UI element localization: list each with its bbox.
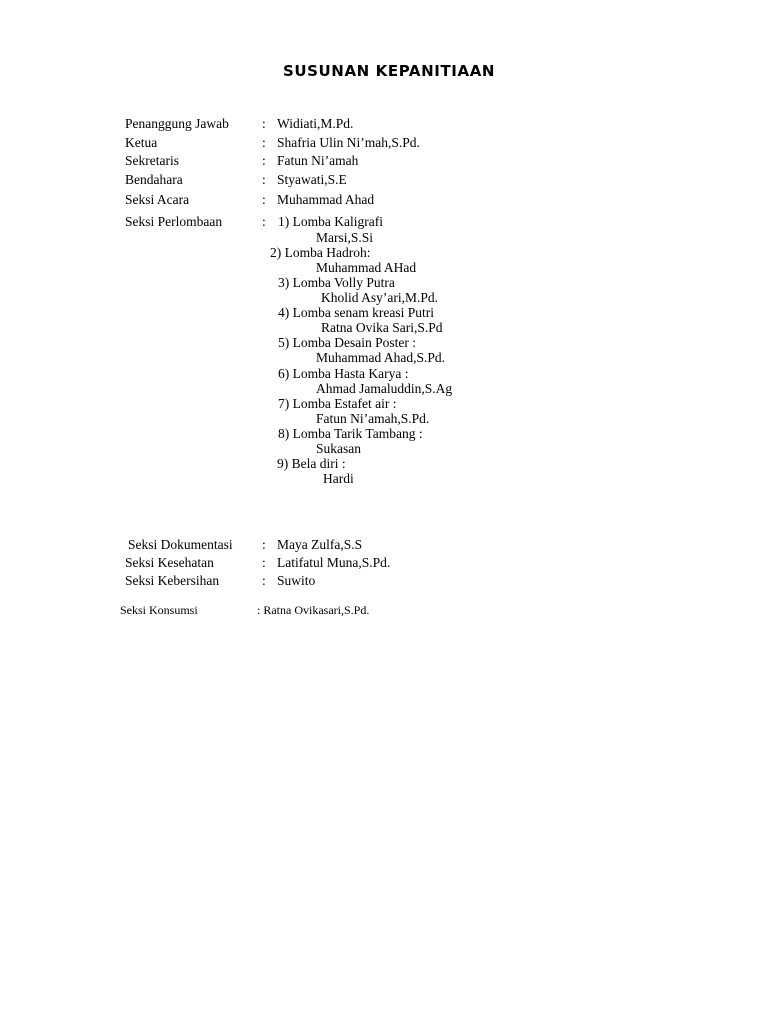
role-bendahara: Bendahara: [125, 172, 183, 187]
name-seksi-kebersihan: Suwito: [277, 573, 316, 588]
lomba-item: 4) Lomba senam kreasi Putri: [278, 305, 434, 320]
role-penanggung-jawab: Penanggung Jawab: [125, 116, 229, 131]
lomba-item: 9) Bela diri :: [277, 456, 346, 471]
lomba-item: 2) Lomba Hadroh:: [270, 245, 371, 260]
role-sekretaris: Sekretaris: [125, 153, 179, 168]
colon: :: [262, 537, 266, 552]
lomba-person: Hardi: [323, 471, 354, 486]
role-seksi-kesehatan: Seksi Kesehatan: [125, 555, 214, 570]
name-bendahara: Styawati,S.E: [277, 172, 347, 187]
colon: :: [262, 116, 266, 131]
lomba-person: Fatun Ni’amah,S.Pd.: [316, 411, 430, 426]
lomba-person: Ratna Ovika Sari,S.Pd: [321, 320, 443, 335]
role-ketua: Ketua: [125, 135, 158, 150]
name-penanggung-jawab: Widiati,M.Pd.: [277, 116, 354, 131]
lomba-person: Kholid Asy’ari,M.Pd.: [321, 290, 439, 305]
lomba-person: Muhammad AHad: [316, 260, 417, 275]
lomba-item: 1) Lomba Kaligrafi: [278, 214, 383, 229]
name-seksi-konsumsi: : Ratna Ovikasari,S.Pd.: [257, 603, 370, 617]
colon: :: [262, 555, 266, 570]
lomba-item: 6) Lomba Hasta Karya :: [278, 366, 409, 381]
name-seksi-acara: Muhammad Ahad: [277, 192, 375, 207]
role-seksi-perlombaan: Seksi Perlombaan: [125, 214, 223, 229]
name-seksi-kesehatan: Latifatul Muna,S.Pd.: [277, 555, 391, 570]
document-title: SUSUNAN KEPANITIAAN: [282, 62, 496, 80]
colon: :: [262, 135, 266, 150]
lomba-item: 7) Lomba Estafet air :: [278, 396, 397, 411]
lomba-person: Ahmad Jamaluddin,S.Ag: [316, 381, 453, 396]
lomba-person: Marsi,S.Si: [316, 230, 374, 245]
name-seksi-dokumentasi: Maya Zulfa,S.S: [277, 537, 363, 552]
name-ketua: Shafria Ulin Ni’mah,S.Pd.: [277, 135, 420, 150]
name-sekretaris: Fatun Ni’amah: [277, 153, 359, 168]
colon: :: [262, 172, 266, 187]
colon: :: [262, 153, 266, 168]
lomba-person: Muhammad Ahad,S.Pd.: [316, 350, 446, 365]
role-seksi-acara: Seksi Acara: [125, 192, 190, 207]
lomba-item: 3) Lomba Volly Putra: [278, 275, 395, 290]
colon: :: [262, 573, 266, 588]
lomba-person: Sukasan: [316, 441, 361, 456]
colon: :: [262, 192, 266, 207]
role-seksi-kebersihan: Seksi Kebersihan: [125, 573, 220, 588]
colon: :: [262, 214, 266, 229]
lomba-item: 5) Lomba Desain Poster :: [278, 335, 416, 350]
role-seksi-konsumsi: Seksi Konsumsi: [120, 603, 198, 617]
role-seksi-dokumentasi: Seksi Dokumentasi: [128, 537, 233, 552]
lomba-item: 8) Lomba Tarik Tambang :: [278, 426, 423, 441]
